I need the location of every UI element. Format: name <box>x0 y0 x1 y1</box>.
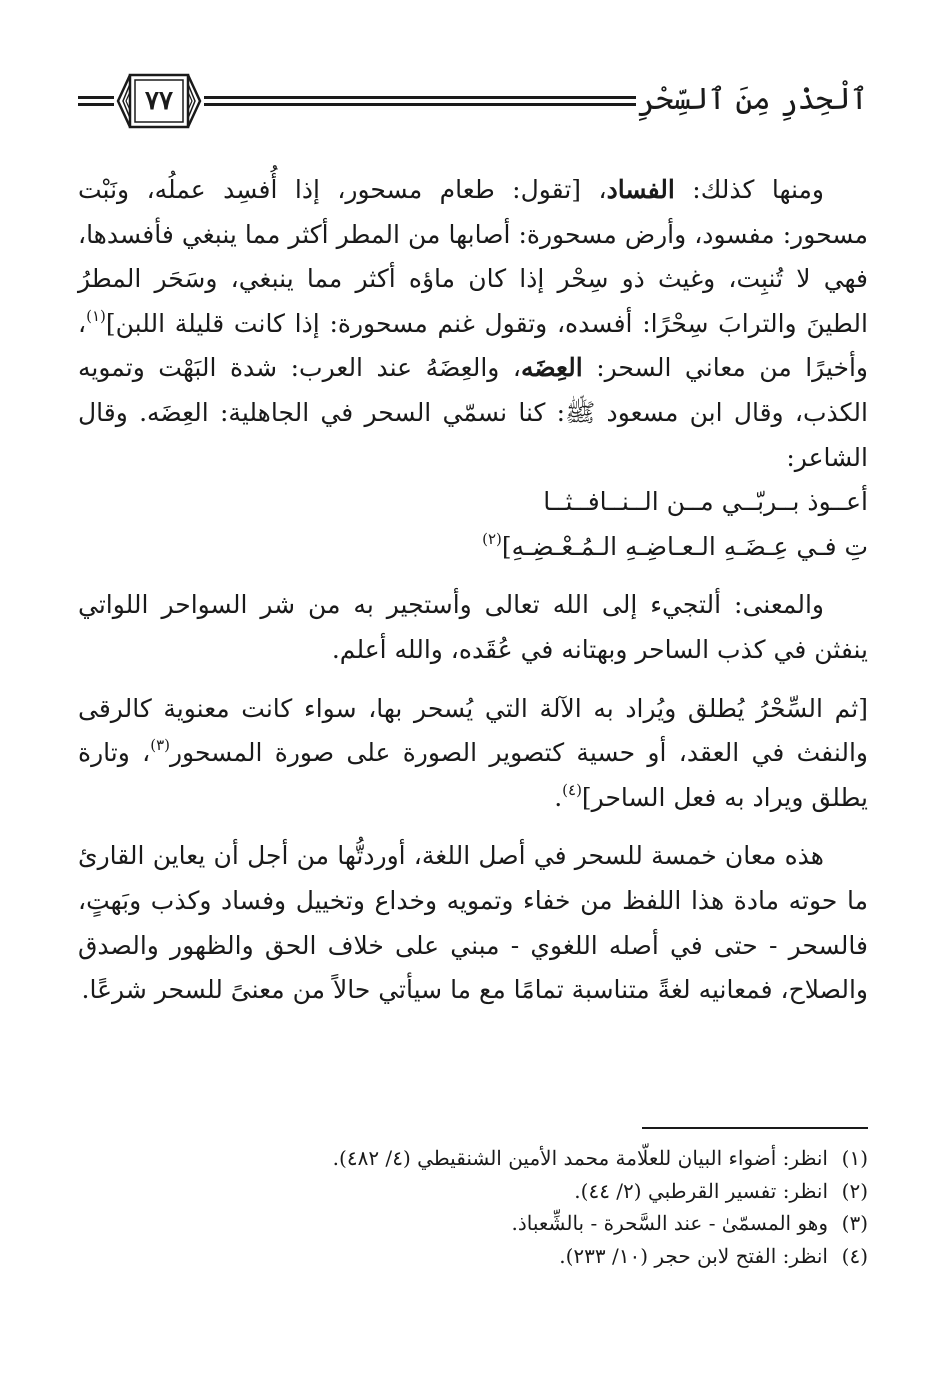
page-number: ٧٧ <box>145 86 173 116</box>
footnote-marker: (١) <box>841 1146 868 1170</box>
footnote-text: انظر: الفتح لابن حجر (١٠/ ٢٣٣). <box>559 1243 828 1268</box>
running-title: ٱلْحِذْرِ مِنَ ٱلسِّحْرِ <box>637 82 868 117</box>
footnote-text: انظر: أضواء البيان للعلّامة محمد الأمين الشنقيطي (٤/ ٤٨٢). <box>332 1146 828 1170</box>
page-header <box>78 62 868 146</box>
header-rule-short <box>78 96 114 106</box>
footnote-separator <box>642 1127 868 1129</box>
verse-line-1: أعــوذ بــربّــي مــن الــنــافــثــا <box>543 487 868 517</box>
footnote-ref-1[interactable]: (١) <box>86 306 106 325</box>
footnote-2 <box>78 1175 868 1208</box>
term-idah: العِضَه <box>520 353 583 383</box>
footnote-3 <box>78 1207 868 1240</box>
paragraph-1: ومنها كذلك: الفساد، [تقول: طعام مسحور، إذا أُفسِد عملُه، ونَبْت مسحور: مفسود، وأرض مسحورة: أصابها من المطر أكثر مما ينبغي فأفسدها، فهي لا تُنبِت، وغيث ذو سِحْر إذا كان ماؤه أكثر مما ينبغي، وسَحَر المطرُ الطينَ والترابَ سِحْرًا: أفسده، وتقول غنم مسحورة: إذا كانت قليلة اللبن]$^{(١)}$، وأخيرًا من معاني السحر: العِضَه، والعِضَهُ عند العرب: شدة البَهْت وتمويه الكذب، وقال ابن مسعود ﷺ: كنا نسمّي السحر في الجاهلية: العِضَه. وقال الشاعر: <box>78 175 868 472</box>
paragraph-2: والمعنى: ألتجيء إلى الله تعالى وأستجير به من شر السواحر اللواتي ينفثن في كذب الساحر وبهتانه في عُقَده، والله أعلم. <box>78 590 868 664</box>
verse-line-2: تِ فـي عِـضَـهِ الـعـاضِـهِ الـمُـعْـضِـهِ]$^{(٢)}$ <box>482 529 868 561</box>
header-rule <box>204 96 636 106</box>
paragraph-4: هذه معان خمسة للسحر في أصل اللغة، أوردتُّها من أجل أن يعاين القارئ ما حوته مادة هذا اللفظ من خفاء وتمويه وخداع وتخييل وفساد وكذب وبَهتٍ، فالسحر - حتى في أصله اللغوي - مبني على خلاف الحق والظهور والصدق والصلاح، فمعانيه لغةً متناسبة تمامًا مع ما سيأتي حالاً من معنىً للسحر شرعًا. <box>78 841 868 1005</box>
footnote-text: انظر: تفسير القرطبي (٢/ ٤٤). <box>574 1178 828 1203</box>
footnote-ref-2[interactable]: (٢) <box>482 529 502 548</box>
term-fasad: الفساد <box>606 175 675 204</box>
page-number-badge <box>116 70 202 132</box>
footnote-text: وهو المسمّىٰ - عند السَّحرة - بالشِّعباذ. <box>511 1211 828 1235</box>
footnote-ref-3[interactable]: (٣) <box>150 736 170 755</box>
paragraph-3: [ثم السِّحْرُ يُطلق ويُراد به الآلة التي يُسحر بها، سواء كانت معنوية كالرقى والنفث في العقد، أو حسية كتصوير الصورة على صورة المسحور$^{(٣)}$، وتارة يطلق ويراد به فعل الساحر]$^{(٤)}$. <box>78 693 868 812</box>
footnote-marker: (٢) <box>841 1178 868 1203</box>
body-text <box>78 168 868 1013</box>
footnote-ref-4[interactable]: (٤) <box>562 780 582 799</box>
footnote-4 <box>78 1240 868 1273</box>
footnote-1 <box>78 1142 868 1175</box>
footnote-marker: (٣) <box>841 1211 868 1235</box>
footnote-marker: (٤) <box>841 1243 868 1268</box>
poetry-verse <box>78 480 868 569</box>
footnotes <box>78 1142 868 1272</box>
